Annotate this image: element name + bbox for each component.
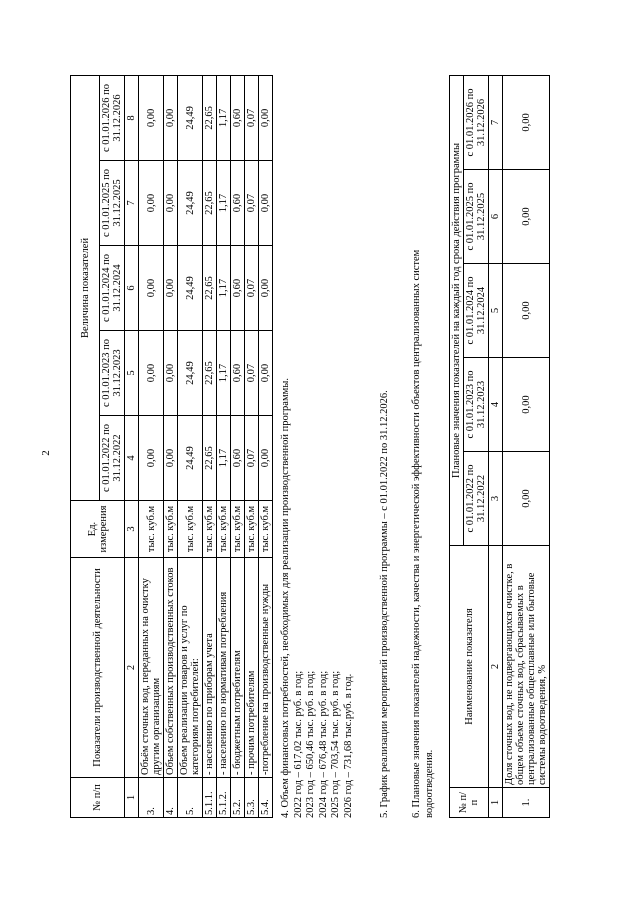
row-unit: тыс. куб.м	[139, 500, 164, 557]
section-6	[411, 73, 436, 818]
row-value: 24,49	[178, 75, 203, 160]
row-value: 22,65	[203, 330, 217, 415]
row-value: 0,00	[503, 263, 550, 357]
col-number: 2	[489, 545, 503, 787]
production-indicators-table	[70, 74, 273, 817]
row-value: 0,00	[259, 415, 273, 500]
row-num: 5.1.1.	[203, 777, 217, 817]
row-value: 0,07	[245, 160, 259, 245]
col-number: 1	[489, 787, 503, 817]
row-value: 0,60	[231, 415, 245, 500]
table-row	[178, 75, 203, 817]
col-number: 2	[125, 557, 139, 777]
row-value: 0,00	[503, 357, 550, 451]
section-6-line: водоотведения.	[423, 749, 435, 818]
planned-values-table	[449, 74, 550, 817]
row-name: - прочим потребителям	[245, 557, 259, 777]
row-value: 1,17	[217, 160, 231, 245]
header-name: Наименование показателя	[450, 545, 489, 787]
row-value: 1,17	[217, 75, 231, 160]
row-value: 0,00	[259, 245, 273, 330]
row-value: 0,00	[503, 169, 550, 263]
row-value: 22,65	[203, 415, 217, 500]
table-row	[245, 75, 259, 817]
row-value: 0,00	[164, 415, 178, 500]
row-value: 22,65	[203, 75, 217, 160]
row-value: 0,60	[231, 160, 245, 245]
rotated-content	[40, 53, 600, 853]
table-row	[503, 75, 550, 817]
table-row	[139, 75, 164, 817]
row-value: 24,49	[178, 245, 203, 330]
row-value: 0,07	[245, 415, 259, 500]
column-number-row	[125, 75, 139, 817]
row-num: 5.	[178, 777, 203, 817]
header-group: Плановые значения показателей на каждый год срока действия программы	[450, 75, 464, 545]
col-number: 7	[489, 75, 503, 169]
col-number: 4	[489, 357, 503, 451]
row-name: Доля сточных вод, не подвергающихся очистке, в общем объеме сточных вод, сбрасываемых в централизованные общесплавные или бытовые системы водоотведения, %	[503, 545, 550, 787]
col-number: 7	[125, 160, 139, 245]
row-num: 5.3.	[245, 777, 259, 817]
row-num: 1.	[503, 787, 550, 817]
row-value: 1,17	[217, 330, 231, 415]
row-value: 0,00	[139, 160, 164, 245]
row-name: - бюджетным потребителям	[231, 557, 245, 777]
row-value: 0,07	[245, 75, 259, 160]
header-period: с 01.01.2026 по 31.12.2026	[464, 75, 489, 169]
section-4-title: 4. Объем финансовых потребностей, необходимых для реализации производственной программы.	[280, 377, 291, 818]
row-value: 24,49	[178, 330, 203, 415]
header-period: с 01.01.2024 по 31.12.2024	[100, 245, 125, 330]
header-unit: Ед. измерения	[71, 500, 125, 557]
col-number: 5	[489, 263, 503, 357]
row-value: 0,00	[164, 160, 178, 245]
finance-line: 2023 год – 650,46 тыс. руб. в год;	[305, 670, 316, 818]
table-row	[203, 75, 217, 817]
row-name: - населению по нормативам потребления	[217, 557, 231, 777]
header-period: с 01.01.2026 по 31.12.2026	[100, 75, 125, 160]
row-value: 0,60	[231, 330, 245, 415]
section-4	[280, 73, 355, 818]
row-unit: тыс. куб.м	[164, 500, 178, 557]
header-values-group: Величина показателей	[71, 75, 100, 500]
finance-line: 2024 год – 676,48 тыс. руб. в год;	[317, 670, 329, 818]
row-value: 0,07	[245, 245, 259, 330]
row-unit: тыс. куб.м	[259, 500, 273, 557]
col-number: 1	[125, 777, 139, 817]
row-value: 0,00	[139, 415, 164, 500]
row-value: 24,49	[178, 415, 203, 500]
header-period: с 01.01.2022 по 31.12.2022	[100, 415, 125, 500]
row-name: - населению по приборам учета	[203, 557, 217, 777]
row-value: 22,65	[203, 160, 217, 245]
row-value: 1,17	[217, 245, 231, 330]
table-row	[164, 75, 178, 817]
row-value: 0,00	[259, 160, 273, 245]
finance-line: 2026 год – 731,68 тыс.руб. в год.	[342, 673, 354, 818]
table-row	[217, 75, 231, 817]
row-value: 0,00	[139, 245, 164, 330]
row-name: -потребление на производственные нужды	[259, 557, 273, 777]
row-value: 0,00	[259, 330, 273, 415]
row-value: 0,00	[164, 330, 178, 415]
header-num: № п/п	[71, 777, 125, 817]
header-period: с 01.01.2023 по 31.12.2023	[464, 357, 489, 451]
header-period: с 01.01.2022 по 31.12.2022	[464, 451, 489, 545]
row-unit: тыс. куб.м	[231, 500, 245, 557]
col-number: 6	[489, 169, 503, 263]
table-row	[259, 75, 273, 817]
row-value: 0,00	[139, 330, 164, 415]
column-number-row	[489, 75, 503, 817]
finance-line: 2022 год – 617,02 тыс. руб. в год;	[292, 670, 304, 818]
finance-line: 2025 год – 703,54 тыс. руб. в год;	[330, 670, 341, 818]
row-num: 3.	[139, 777, 164, 817]
header-indicator: Показатели производственной деятельности	[71, 557, 125, 777]
row-num: 5.4.	[259, 777, 273, 817]
table-row	[231, 75, 245, 817]
row-name: Объем реализации товаров и услуг по категориям потребителей:	[178, 557, 203, 777]
row-num: 5.1.2.	[217, 777, 231, 817]
row-value: 0,60	[231, 75, 245, 160]
row-unit: тыс. куб.м	[217, 500, 231, 557]
row-value: 0,00	[139, 75, 164, 160]
row-num: 4.	[164, 777, 178, 817]
col-number: 5	[125, 330, 139, 415]
col-number: 8	[125, 75, 139, 160]
col-number: 3	[489, 451, 503, 545]
col-number: 4	[125, 415, 139, 500]
col-number: 3	[125, 500, 139, 557]
row-value: 0,00	[259, 75, 273, 160]
row-unit: тыс. куб.м	[203, 500, 217, 557]
header-num: № п/п	[450, 787, 489, 817]
col-number: 6	[125, 245, 139, 330]
row-value: 0,60	[231, 245, 245, 330]
row-value: 0,00	[164, 75, 178, 160]
row-value: 1,17	[217, 415, 231, 500]
row-value: 0,00	[503, 75, 550, 169]
row-value: 0,00	[503, 451, 550, 545]
header-period: с 01.01.2025 по 31.12.2025	[464, 169, 489, 263]
page-number: 2	[40, 449, 52, 456]
row-unit: тыс. куб.м	[178, 500, 203, 557]
row-name: Объем собственных производственных стоков	[164, 557, 178, 777]
row-name: Объём сточных вод, переданных на очистку другим организациям	[139, 557, 164, 777]
row-value: 0,00	[164, 245, 178, 330]
row-value: 22,65	[203, 245, 217, 330]
row-num: 5.2.	[231, 777, 245, 817]
header-period: с 01.01.2023 по 31.12.2023	[100, 330, 125, 415]
section-6-line: 6. Плановые значения показателей надежности, качества и энергетической эффективности объектов централизованных систем	[411, 249, 422, 818]
header-period: с 01.01.2024 по 31.12.2024	[464, 263, 489, 357]
header-period: с 01.01.2025 по 31.12.2025	[100, 160, 125, 245]
section-5: 5. График реализации мероприятий производственной программы – с 01.01.2022 по 31.12.2026.	[379, 389, 390, 818]
row-value: 0,07	[245, 330, 259, 415]
row-value: 24,49	[178, 160, 203, 245]
row-unit: тыс. куб.м	[245, 500, 259, 557]
